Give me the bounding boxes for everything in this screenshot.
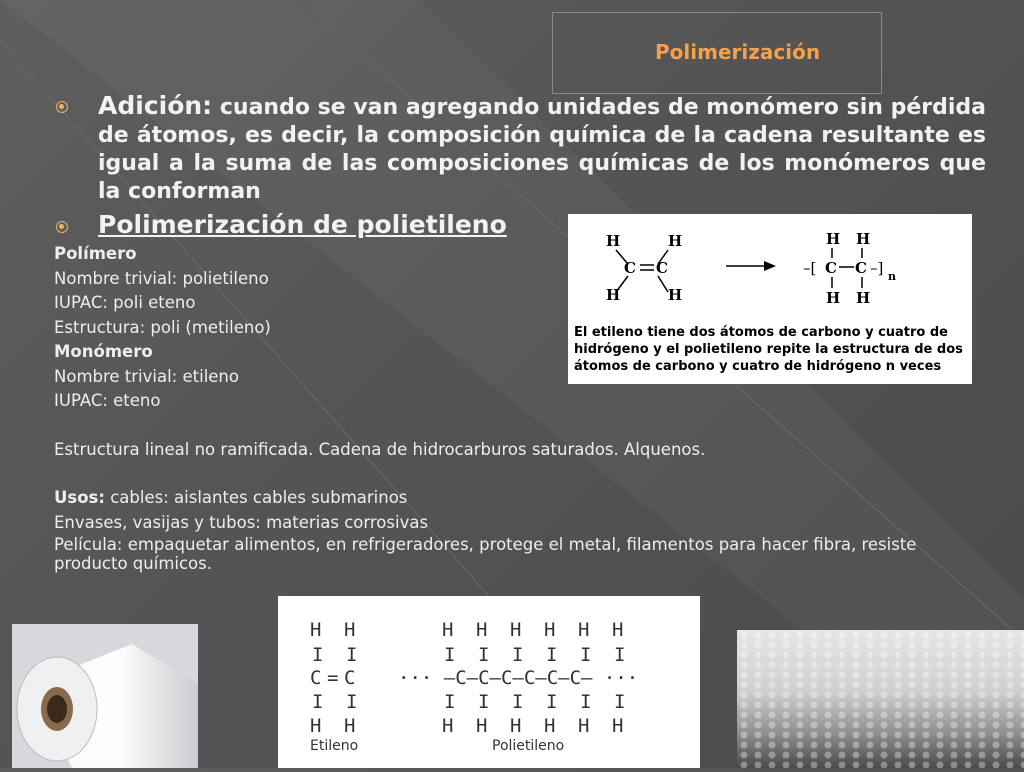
svg-text:H: H [606, 232, 621, 250]
svg-text:H: H [344, 619, 356, 641]
svg-text:I: I [614, 644, 626, 666]
ethylene-polymerization-diagram [568, 214, 972, 384]
svg-text:H: H [612, 715, 624, 737]
svg-text:H: H [578, 619, 590, 641]
svg-text:H: H [856, 289, 871, 307]
svg-text:I: I [580, 691, 592, 713]
svg-text:C: C [344, 667, 356, 689]
svg-text:H: H [310, 715, 322, 737]
svg-text:H: H [442, 715, 454, 737]
bullet-icon [56, 101, 68, 113]
polimero-nombre: Nombre trivial: polietileno [54, 268, 269, 288]
polietileno-label: Polietileno [492, 738, 565, 754]
usos-text: cables: aislantes cables submarinos [104, 488, 408, 507]
svg-text:I: I [512, 691, 524, 713]
svg-text:I: I [512, 644, 524, 666]
svg-text:I: I [312, 644, 324, 666]
etileno-label: Etileno [310, 738, 359, 754]
svg-text:I: I [478, 691, 490, 713]
subscript-n: n [888, 270, 896, 283]
slide-title: Polimerización [655, 40, 821, 64]
polietileno-structure [398, 619, 638, 737]
svg-text:H: H [606, 286, 621, 304]
svg-text:I: I [614, 691, 626, 713]
svg-text:C: C [855, 259, 867, 277]
estructura-lineal: Estructura lineal no ramificada. Cadena de hidrocarburos saturados. Alquenos. [54, 439, 706, 459]
polimero-iupac: IUPAC: poli eteno [54, 293, 196, 312]
svg-text:··· –C–C–C–C–C–C– ···: ··· –C–C–C–C–C–C– ··· [398, 667, 639, 689]
svg-text:H: H [826, 289, 841, 307]
svg-text:I: I [478, 644, 490, 666]
usos-label: Usos: [54, 488, 105, 507]
polyethylene-roll-photo [12, 624, 198, 768]
svg-text:C: C [624, 259, 636, 277]
svg-text:H: H [310, 619, 322, 641]
svg-text:I: I [546, 691, 558, 713]
etileno-polietileno-diagram [278, 596, 700, 768]
monomero-iupac: IUPAC: eteno [54, 391, 161, 410]
polimero-heading: Polímero [54, 244, 137, 263]
monomero-heading: Monómero [54, 342, 153, 361]
svg-text:I: I [580, 644, 592, 666]
svg-text:I: I [312, 691, 324, 713]
svg-text:C: C [310, 667, 322, 689]
svg-text:I: I [346, 691, 358, 713]
svg-text:=: = [327, 667, 339, 689]
envases-line: Envases, vasijas y tubos: materias corrosivas [54, 512, 429, 532]
svg-text:H: H [668, 232, 683, 250]
svg-text:–]: –] [870, 259, 884, 277]
bullet-polimerizacion: Polimerización de polietileno [98, 210, 507, 239]
svg-text:I: I [346, 644, 358, 666]
svg-text:H: H [510, 715, 522, 737]
svg-text:–[: –[ [803, 259, 817, 277]
svg-text:H: H [856, 230, 871, 248]
svg-text:C: C [656, 259, 668, 277]
polimero-estructura: Estructura: poli (metileno) [54, 317, 271, 337]
bullet-adicion [98, 92, 986, 206]
svg-text:H: H [476, 715, 488, 737]
svg-text:I: I [546, 644, 558, 666]
svg-text:C: C [825, 259, 837, 277]
svg-text:H: H [544, 715, 556, 737]
svg-text:H: H [668, 286, 683, 304]
bullet-icon [56, 221, 68, 233]
svg-text:H: H [510, 619, 522, 641]
bullet-text: cuando se van agregando unidades de monómero sin pérdida de átomos, es decir, la composición química de la cadena resultante es igual a la suma de las composiciones químicas de los monómeros que la conforman [98, 95, 986, 204]
svg-text:H: H [612, 619, 624, 641]
monomero-nombre: Nombre trivial: etileno [54, 366, 239, 386]
svg-text:H: H [476, 619, 488, 641]
svg-text:H: H [578, 715, 590, 737]
etileno-structure [310, 619, 357, 737]
caption-line-2: hidrógeno y el polietileno repite la estructura de dos [574, 342, 963, 357]
svg-text:I: I [444, 644, 456, 666]
caption-line-3: átomos de carbono y cuatro de hidrógeno n veces [574, 359, 942, 374]
svg-text:I: I [444, 691, 456, 713]
pelicula-line: Película: empaquetar alimentos, en refrigeradores, protege el metal, filamentos para hacer fibra, resiste producto químicos. [54, 535, 917, 573]
svg-text:H: H [826, 230, 841, 248]
svg-text:H: H [544, 619, 556, 641]
svg-text:H: H [442, 619, 454, 641]
bubble-wrap-photo [737, 630, 1024, 768]
usos-line [54, 486, 994, 511]
svg-text:H: H [344, 715, 356, 737]
bullet-lead: Adición: [98, 91, 213, 120]
caption-line-1: El etileno tiene dos átomos de carbono y cuatro de [574, 325, 949, 340]
